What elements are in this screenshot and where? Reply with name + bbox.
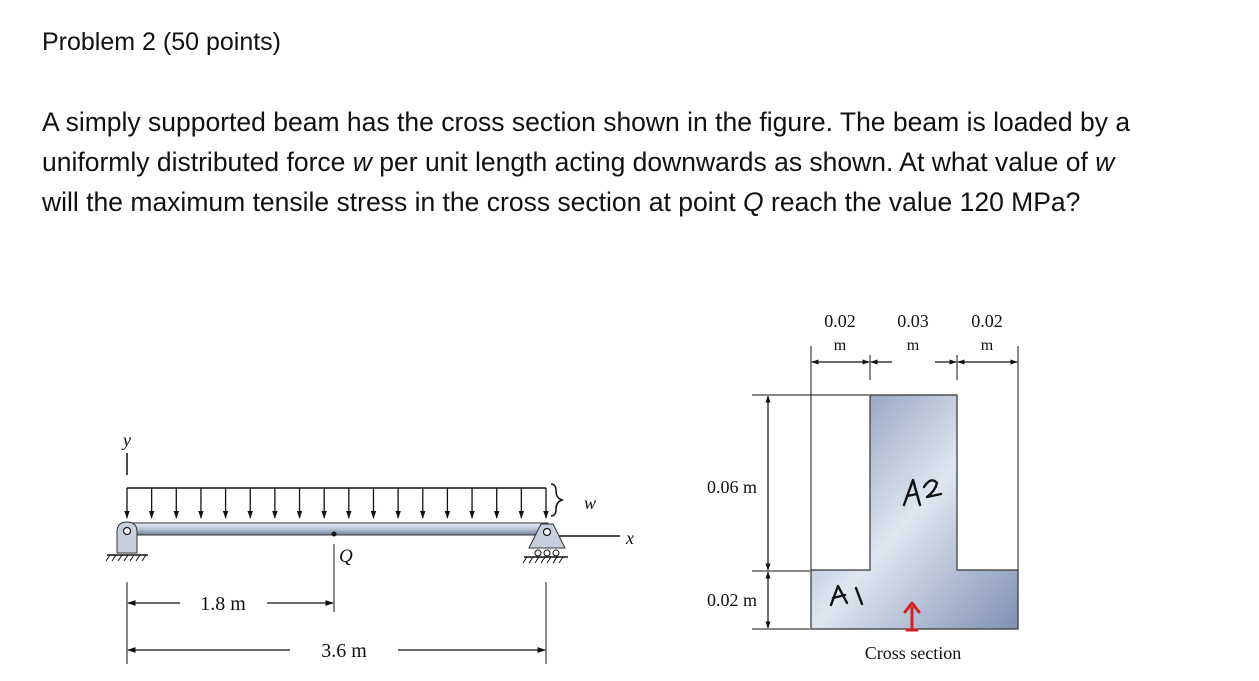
math-variable: w bbox=[1095, 147, 1115, 177]
cross-section-caption: Cross section bbox=[864, 643, 962, 663]
load-brace bbox=[551, 484, 562, 516]
problem-line-1: A simply supported beam has the cross section shown in the figure. The beam is loaded by a bbox=[42, 107, 1131, 137]
load-label-w: w bbox=[584, 493, 597, 513]
x-axis-label: x bbox=[626, 528, 634, 548]
width-3-unit: m bbox=[980, 337, 994, 354]
width-1-unit: m bbox=[833, 337, 847, 354]
height-flange-label: 0.02 m bbox=[706, 590, 758, 610]
width-2-value: 0.03 bbox=[897, 311, 929, 331]
beam bbox=[126, 523, 548, 535]
dim-half-label: 1.8 m bbox=[200, 593, 246, 615]
load-arrows bbox=[127, 488, 546, 518]
problem-line-2: uniformly distributed force w per unit length acting downwards as shown. At what value of w bbox=[42, 147, 1115, 177]
y-axis-label: y bbox=[123, 430, 131, 450]
point-q-label: Q bbox=[339, 546, 353, 567]
cross-section-diagram bbox=[707, 311, 1018, 663]
problem-line-3: will the maximum tensile stress in the cross section at point Q reach the value 120 MPa? bbox=[42, 187, 1081, 217]
point-q-dot bbox=[332, 532, 337, 537]
math-variable: w bbox=[352, 147, 372, 177]
problem-heading: Problem 2 (50 points) bbox=[42, 28, 282, 56]
beam-diagram bbox=[106, 430, 634, 664]
width-2-unit: m bbox=[906, 337, 920, 354]
width-1-value: 0.02 bbox=[824, 311, 856, 331]
width-3-value: 0.02 bbox=[971, 311, 1003, 331]
height-web-label: 0.06 m bbox=[706, 477, 758, 497]
math-variable: Q bbox=[743, 187, 764, 217]
dim-full-label: 3.6 m bbox=[321, 640, 367, 662]
